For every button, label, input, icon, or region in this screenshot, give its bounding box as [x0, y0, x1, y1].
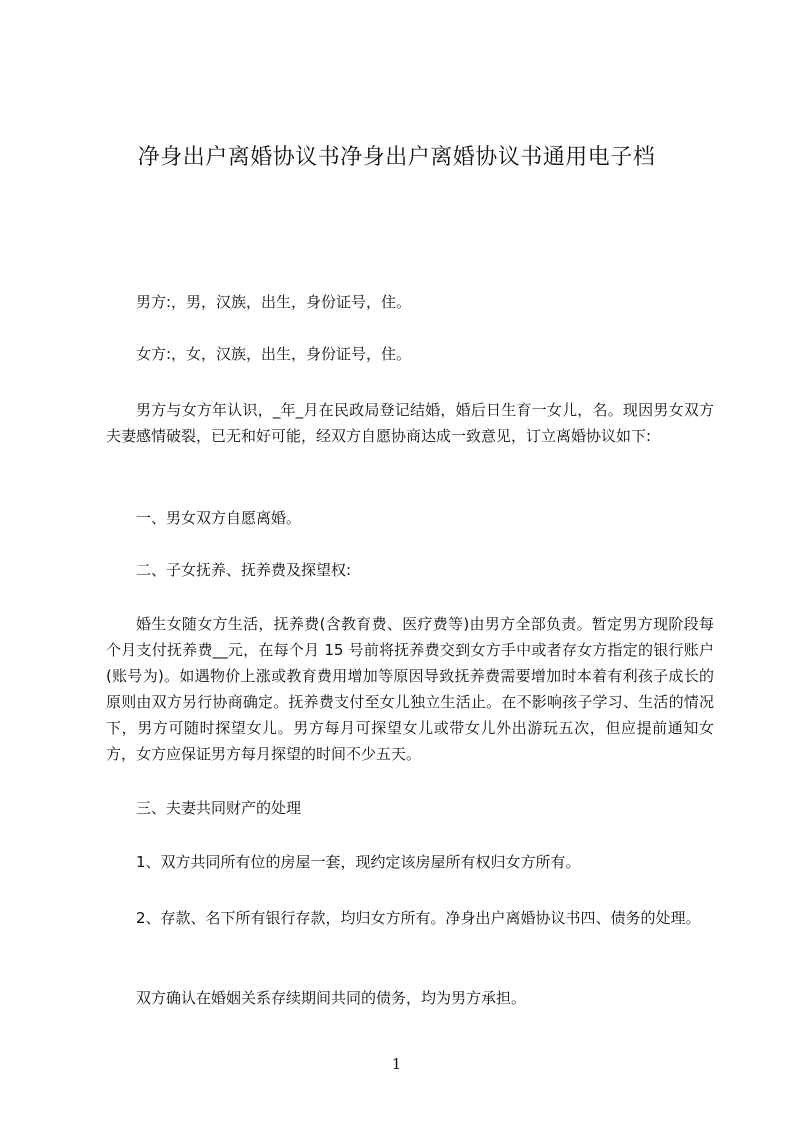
paragraph-section-1: 一、男女双方自愿离婚。	[136, 509, 302, 527]
paragraph-background: 男方与女方年认识，_年_月在民政局登记结婚，婚后日生育一女儿，名。现因男女双方夫妻感情破裂，已无和好可能，经双方自愿协商达成一致意见，订立离婚协议如下:	[106, 401, 714, 445]
paragraph-male-party: 男方:，男，汉族，出生，身份证号，住。	[136, 293, 412, 311]
paragraph-section-3-heading: 三、夫妻共同财产的处理	[136, 799, 302, 817]
paragraph-female-party: 女方:，女，汉族，出生，身份证号，住。	[136, 345, 412, 363]
paragraph-property-savings: 2、存款、名下所有银行存款，均归女方所有。净身出户离婚协议书四、债务的处理。	[136, 909, 701, 927]
page-number: 1	[391, 1055, 402, 1073]
paragraph-debts: 双方确认在婚姻关系存续期间共同的债务，均为男方承担。	[136, 989, 527, 1007]
paragraph-child-support: 婚生女随女方生活，抚养费(含教育费、医疗费等)由男方全部负责。暂定男方现阶段每个月支付抚养费__元，在每个月 15 号前将抚养费交到女方手中或者存女方指定的银行账户(账号为)。如遇物价上涨或教育费用增加等原因导致抚养费需要增加时本着有利孩子成长的原则由双方另行协商确定。抚养费支付至女儿独立生活止。在不影响孩子学习、生活的情况下，男方可随时探望女儿。男方每月可探望女儿或带女儿外出游玩五次，但应提前通知女方，女方应保证男方每月探望的时间不少五天。	[106, 615, 714, 763]
paragraph-section-2-heading: 二、子女抚养、抚养费及探望权:	[136, 561, 352, 579]
document-title: 净身出户离婚协议书净身出户离婚协议书通用电子档	[137, 145, 656, 170]
paragraph-property-house: 1、双方共同所有位的房屋一套，现约定该房屋所有权归女方所有。	[136, 853, 581, 871]
